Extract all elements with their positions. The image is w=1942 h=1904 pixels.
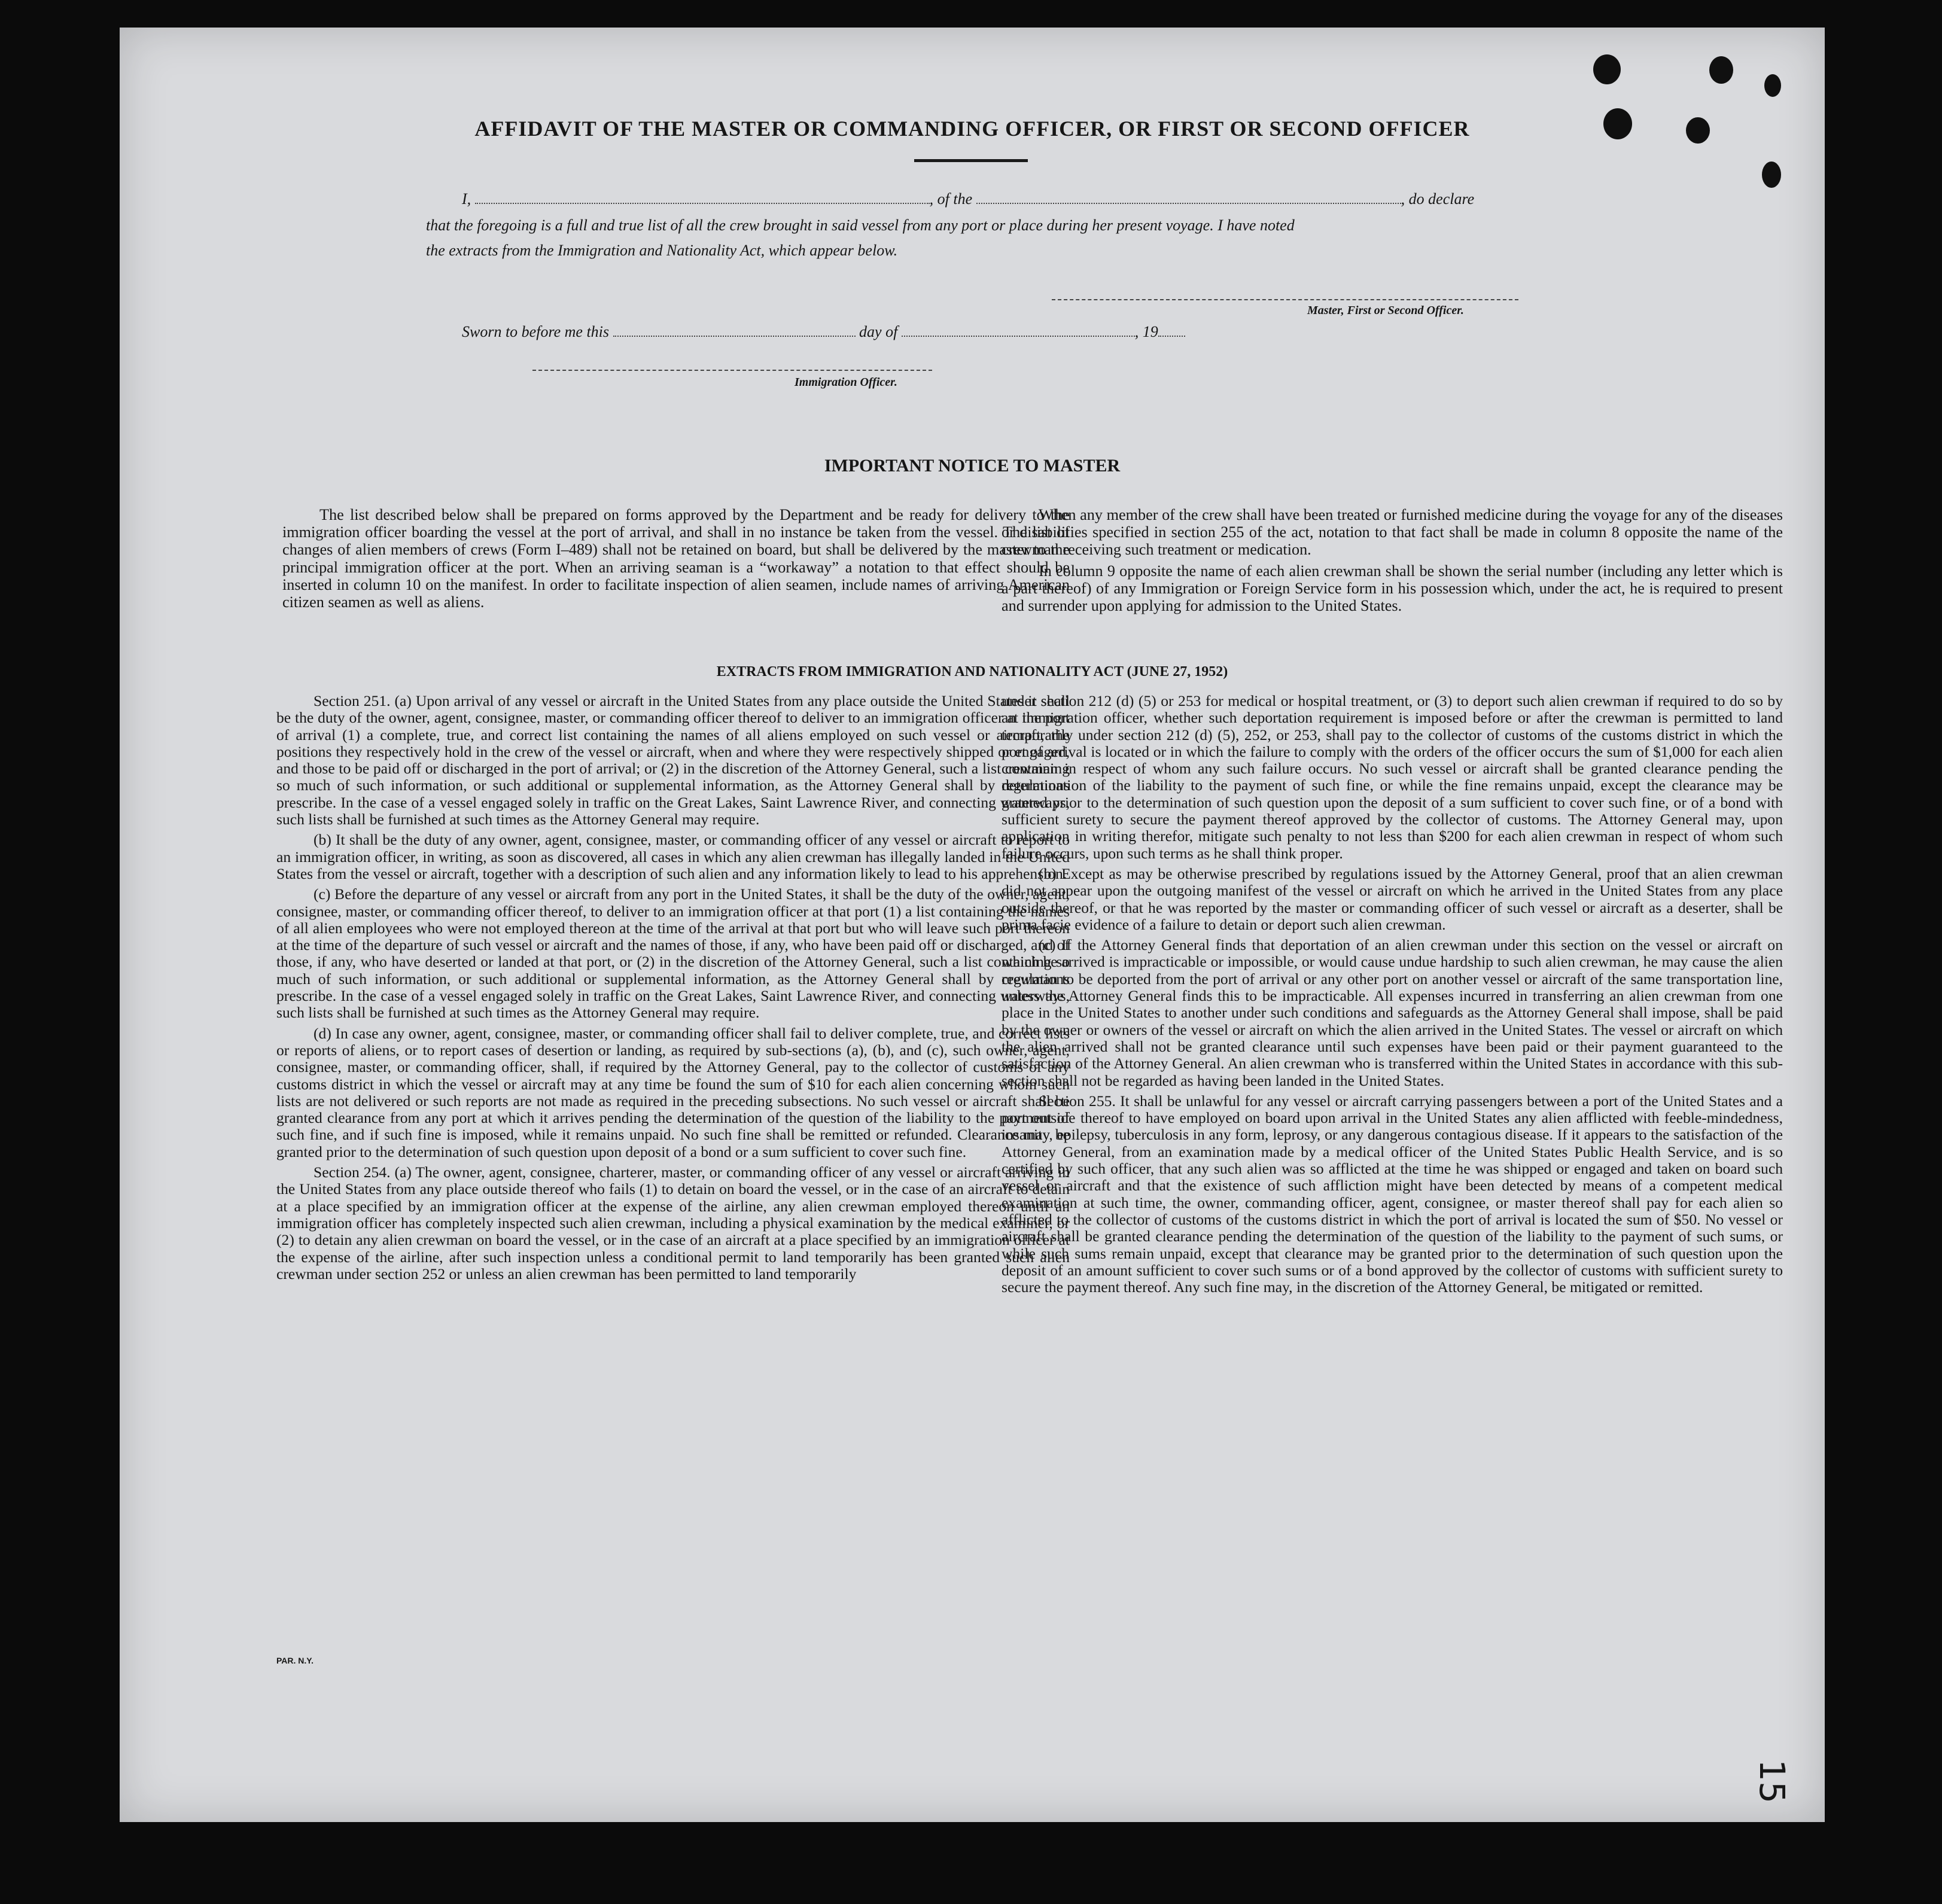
section-254c: (c) If the Attorney General finds that deportation of an alien crewman under this section on the vessel or aircraft on which he arrived is impracticable or impossible, or would cause undue hardship to such alien crewman, he may cause the alien crewman to be deported from the port of arrival or any other port on another vessel or aircraft of the same transportation line, unless the Attorney General finds this to be impracticable. All expenses incurred in transferring an alien crewman from one place in the United States to another under such conditions and safeguards as the Attorney General shall impose, shall be paid by the owner or owners of the vessel or aircraft on which the alien arrived in the United States. The vessel or aircraft on which the alien arrived shall not be granted clearance until such expenses have been paid or their payment guaranteed to the satisfaction of the Attorney General. An alien crewman who is transferred within the United States in accordance with this sub-section shall not be regarded as having been landed in the United States. — [1002, 936, 1783, 1089]
affidavit-title: AFFIDAVIT OF THE MASTER OR COMMANDING OFFICER, OR FIRST OR SECOND OFFICER — [474, 117, 1470, 141]
section-255: Section 255. It shall be unlawful for any vessel or aircraft carrying passengers between a port of the United States and a port outside thereof to have employed on board upon arrival in the United States any alien afflicted with feeble-mindedness, insanity, epilepsy, tuberculosis in any form, leprosy, or any dangerous contagious disease. If it appears to the satisfaction of the Attorney General, from an examination made by a medical officer of the United States Public Health Service, and is so certified by such officer, that any such alien was so afflicted at the time he was shipped or engaged and taken on board such vessel or aircraft and that the existence of such affliction might have been detected by means of a competent medical examination at such time, the owner, commanding officer, agent, consignee, or master thereof shall pay for each alien so afflicted to the collector of customs of the customs district in which the port of arrival is located the sum of $50. No vessel or aircraft shall be granted clearance pending the determination of the question of the liability to the payment of such sums, or while such sums remain unpaid, except that clearance may be granted prior to the determination of such question upon the deposit of an amount sufficient to cover such sums or of a bond approved by the collector of customs with sufficient surety to secure the payment thereof. Any such fine may, in the discretion of the Attorney General, be mitigated or remitted. — [1002, 1092, 1783, 1296]
form-page — [120, 28, 1825, 1822]
affidavit-i: I, — [462, 190, 471, 208]
page-number: 15 — [1751, 1759, 1792, 1804]
section-254a-continued: under section 212 (d) (5) or 253 for medical or hospital treatment, or (3) to deport such alien crewman if required to do so by an immigration officer, whether such deportation requirement is imposed before or after the crewman is permitted to land temporarily under section 212 (d) (5), 252, or 253, shall pay to the collector of customs of the customs district in which the port of arrival is located or in which the failure to comply with the orders of the officer occurs the sum of $1,000 for each alien crewman in respect of whom any such failure occurs. No such vessel or aircraft shall be granted clearance pending the determination of the liability to the payment of such fine, or while the fine remains unpaid, except the clearance may be granted prior to the determination of such question upon the deposit of a sum sufficient to cover such fine, or of a bond with sufficient surety to secure the payment thereof approved by the collector of customs. The Attorney General may, upon application in writing therefor, mitigate such penalty to not less than $200 for each alien crewman in respect of whom such failure occurs, upon such terms as he shall think proper. — [1002, 692, 1783, 862]
section-254a: Section 254. (a) The owner, agent, consignee, charterer, master, or commanding officer of any vessel or aircraft arriving in the United States from any place outside thereof who fails (1) to detain on board the vessel, or in the case of an aircraft to detain at a place specified by an immigration officer at the expense of the airline, any alien crewman employed thereon until an immigration officer has completely inspected such alien crewman, including a physical examination by the medical examiner, or (2) to detain any alien crewman on board the vessel, or in the case of an aircraft at a place specified by an immigration officer at the expense of the airline, after such inspection unless a conditional permit to land temporarily has been granted such alien crewman under section 252 or unless an alien crewman has been permitted to land temporarily — [276, 1163, 1070, 1282]
printer-mark: PAR. N.Y. — [276, 1656, 313, 1665]
sworn-line — [462, 323, 1185, 341]
section-251d: (d) In case any owner, agent, consignee, master, or commanding officer shall fail to deliver complete, true, and correct lists or reports of aliens, or to report cases of desertion or landing, as required by sub-sections (a), (b), and (c), such owner, agent, consignee, master, or commanding officer, shall, if required by the Attorney General, pay to the collector of customs of any customs district in which the vessel or aircraft may at any time be found the sum of $10 for each alien concerning whom such lists are not delivered or such reports are not made as required in the preceding subsections. No such vessel or aircraft shall be granted clearance from any port at which it arrives pending the determination of the question of the liability to the payment of such fine, and if such fine is imposed, while it remains unpaid. No such fine shall be remitted or refunded. Clearance may be granted prior to the determination of such question upon deposit of a bond or a sum sufficient to cover such fine. — [276, 1024, 1070, 1160]
title-rule — [914, 159, 1028, 162]
year-prefix: , 19 — [1134, 323, 1158, 340]
day-of: day of — [859, 323, 898, 340]
notice-right-paragraph: When any member of the crew shall have been treated or furnished medicine during the voyage for any of the diseases or disabilities specified in section 255 of the act, notation to that fact shall be made in column 8 opposite the name of the crewman receiving such treatment or medication. — [1002, 506, 1783, 559]
section-251a: Section 251. (a) Upon arrival of any vessel or aircraft in the United States from any place outside the United States it shall be the duty of the owner, agent, consignee, master, or commanding officer thereof to deliver to an immigration officer at the port of arrival (1) a complete, true, and correct list containing the names of all aliens employed on such vessel or aircraft, the positions they respectively hold in the crew of the vessel or aircraft, when and where they were respectively shipped or engaged, and those to be paid off or discharged in the port of arrival; or (2) in the discretion of the Attorney General, such a list containing so much of such information, or such additional or supplemental information, as the Attorney General shall by regulations prescribe. In the case of a vessel engaged solely in traffic on the Great Lakes, Saint Lawrence River, and connecting waterways, such lists shall be furnished at such times as the Attorney General may require. — [276, 692, 1070, 828]
section-254b: (b) Except as may be otherwise prescribed by regulations issued by the Attorney General, proof that an alien crewman did not appear upon the outgoing manifest of the vessel or aircraft on which he arrived in the United States from any place outside thereof, or that he was reported by the master or commanding officer of such vessel or aircraft as a deserter, shall be prima facie evidence of a failure to detain or deport such alien crewman. — [1002, 864, 1783, 933]
name-blank[interactable] — [475, 199, 930, 204]
master-signature-caption: Master, First or Second Officer. — [1307, 304, 1464, 317]
notice-right-column — [1002, 506, 1783, 618]
year-blank[interactable] — [1158, 332, 1185, 337]
affidavit-line-1 — [462, 190, 1474, 208]
month-blank[interactable] — [902, 332, 1135, 337]
punch-hole — [1709, 56, 1733, 84]
do-declare: , do declare — [1401, 190, 1475, 208]
notice-left-paragraph: The list described below shall be prepared on forms approved by the Department and be ready for delivery to the immigration officer boarding the vessel at the port of arrival, and shall in no instance be taken from the vessel. The list of changes of alien members of crews (Form I–489) shall not be retained on board, but shall be delivered by the master to the principal immigration officer at the port. When an arriving seaman is a “workaway” a notation to that effect should be inserted in column 10 on the manifest. In order to facilitate inspection of alien seamen, include names of arriving American citizen seamen as well as aliens. — [282, 506, 1070, 611]
section-251b: (b) It shall be the duty of any owner, agent, consignee, master, or commanding officer of any vessel or aircraft to report to an immigration officer, in writing, as soon as discovered, all cases in which any alien crewman has illegally landed in the United States from the vessel or aircraft, together with a description of such alien and any information likely to lead to his apprehension. — [276, 831, 1070, 882]
punch-hole — [1764, 74, 1781, 97]
notice-heading: IMPORTANT NOTICE TO MASTER — [824, 456, 1121, 476]
section-251c: (c) Before the departure of any vessel or aircraft from any port in the United States, it shall be the duty of the owner, agent, consignee, master, or commanding officer thereof, to deliver to an immigration officer at that port (1) a list containing the names of all alien employees who were not employed thereon at the time of the arrival at that port but who will leave such port thereon at the time of the departure of such vessel or aircraft and the names of those, if any, who have been paid off or discharged, and of those, if any, who have deserted or landed at that port, or (2) in the discretion of the Attorney General, such a list containing so much of such information, or such additional or supplemental information, as the Attorney General shall by regulations prescribe. In the case of a vessel engaged solely in traffic on the Great Lakes, Saint Lawrence River, and connecting waterways, such lists shall be furnished at such times as the Attorney General may require. — [276, 885, 1070, 1022]
day-blank[interactable] — [613, 332, 856, 337]
immigration-officer-caption: Immigration Officer. — [795, 376, 897, 389]
punch-hole — [1762, 162, 1781, 188]
extracts-heading: EXTRACTS FROM IMMIGRATION AND NATIONALITY ACT (JUNE 27, 1952) — [716, 664, 1228, 680]
notice-right-paragraph: In column 9 opposite the name of each alien crewman shall be shown the serial number (including any letter which is a part thereof) of any Immigration or Foreign Service form in his possession which, under the act, he is required to present and surrender upon applying for admission to the United States. — [1002, 562, 1783, 615]
of-the: , of the — [929, 190, 973, 208]
extracts-right-column — [1002, 693, 1783, 1299]
sworn-text: Sworn to before me this — [462, 323, 610, 340]
immigration-officer-signature-line[interactable] — [532, 370, 932, 371]
punch-hole — [1593, 54, 1621, 84]
master-signature-line[interactable] — [1052, 299, 1518, 300]
vessel-blank[interactable] — [976, 199, 1401, 204]
affidavit-line-2: that the foregoing is a full and true list of all the crew brought in said vessel from any port or place during her present voyage. I have noted — [426, 217, 1295, 234]
extracts-left-column — [276, 693, 1070, 1286]
affidavit-line-3: the extracts from the Immigration and Nationality Act, which appear below. — [426, 242, 898, 259]
notice-left-column — [282, 506, 1070, 614]
